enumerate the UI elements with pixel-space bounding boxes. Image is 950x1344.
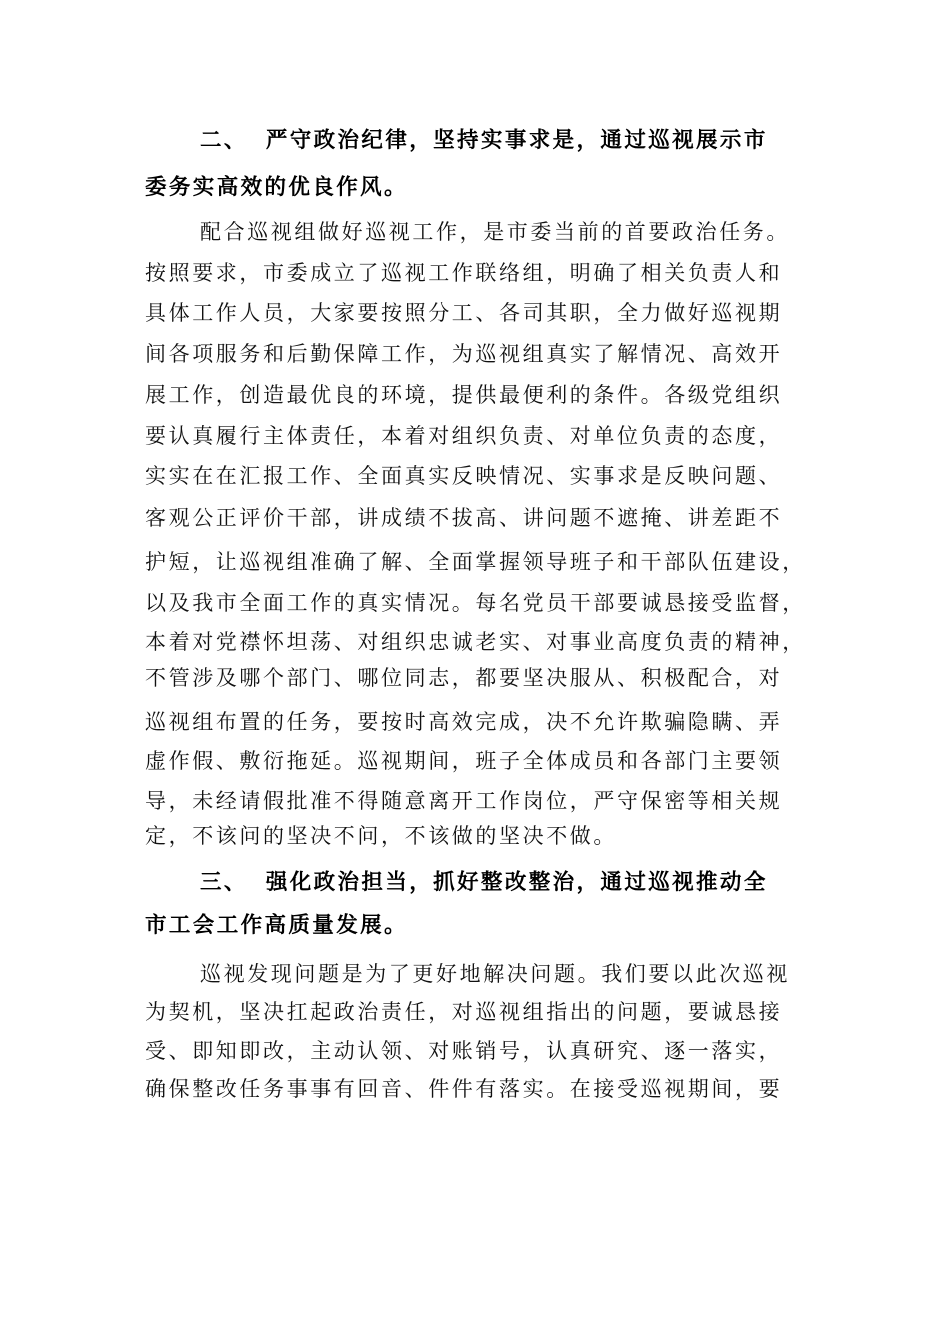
section2-paragraph-line: 具体工作人员，大家要按照分工、各司其职，全力做好巡视期	[145, 301, 783, 325]
section2-paragraph-line: 客观公正评价干部，讲成绩不拔高、讲问题不遮掩、讲差距不	[145, 506, 783, 530]
section3-title-text: 强化政治担当，抓好整改整治，通过巡视推动全	[265, 870, 768, 895]
section3-number: 三、	[200, 870, 248, 895]
section2-paragraph-line: 护短，让巡视组准确了解、全面掌握领导班子和干部队伍建设，	[145, 550, 806, 574]
section3-paragraph-line: 确保整改任务事事有回音、件件有落实。在接受巡视期间，要	[145, 1077, 783, 1101]
section2-paragraph-line: 要认真履行主体责任，本着对组织负责、对单位负责的态度，	[145, 424, 783, 448]
section2-paragraph-line: 定，不该问的坚决不问，不该做的坚决不做。	[145, 824, 617, 848]
section3-heading-line2: 市工会工作高质量发展。	[145, 913, 408, 938]
section2-paragraph-line: 间各项服务和后勤保障工作，为巡视组真实了解情况、高效开	[145, 342, 783, 366]
section2-paragraph-line: 虚作假、敷衍拖延。巡视期间，班子全体成员和各部门主要领	[145, 749, 783, 773]
section2-paragraph-line: 本着对党襟怀坦荡、对组织忠诚老实、对事业高度负责的精神，	[145, 630, 806, 654]
section2-paragraph-line: 按照要求，市委成立了巡视工作联络组，明确了相关负责人和	[145, 261, 783, 285]
section2-paragraph-line: 配合巡视组做好巡视工作，是市委当前的首要政治任务。	[200, 220, 790, 244]
section2-number: 二、	[200, 128, 248, 153]
section3-paragraph-line: 为契机，坚决扛起政治责任，对巡视组指出的问题，要诚恳接	[145, 1000, 783, 1024]
section2-paragraph-line: 导，未经请假批准不得随意离开工作岗位，严守保密等相关规	[145, 789, 783, 813]
section2-paragraph-line: 展工作，创造最优良的环境，提供最便利的条件。各级党组织	[145, 383, 783, 407]
section2-heading-line2: 委务实高效的优良作风。	[145, 175, 408, 200]
section2-paragraph-line: 实实在在汇报工作、全面真实反映情况、实事求是反映问题、	[145, 464, 783, 488]
section2-paragraph-line: 以及我市全面工作的真实情况。每名党员干部要诚恳接受监督，	[145, 591, 806, 615]
section2-title-text: 严守政治纪律，坚持实事求是，通过巡视展示市	[265, 128, 768, 153]
section2-paragraph-line: 巡视组布置的任务，要按时高效完成，决不允许欺骗隐瞒、弄	[145, 710, 783, 734]
section2-heading-line1	[200, 127, 768, 155]
section3-paragraph-line: 受、即知即改，主动认领、对账销号，认真研究、逐一落实，	[145, 1039, 783, 1063]
section3-paragraph-line: 巡视发现问题是为了更好地解决问题。我们要以此次巡视	[200, 962, 790, 986]
section2-paragraph-line: 不管涉及哪个部门、哪位同志，都要坚决服从、积极配合，对	[145, 666, 783, 690]
section3-heading-line1	[200, 869, 768, 897]
